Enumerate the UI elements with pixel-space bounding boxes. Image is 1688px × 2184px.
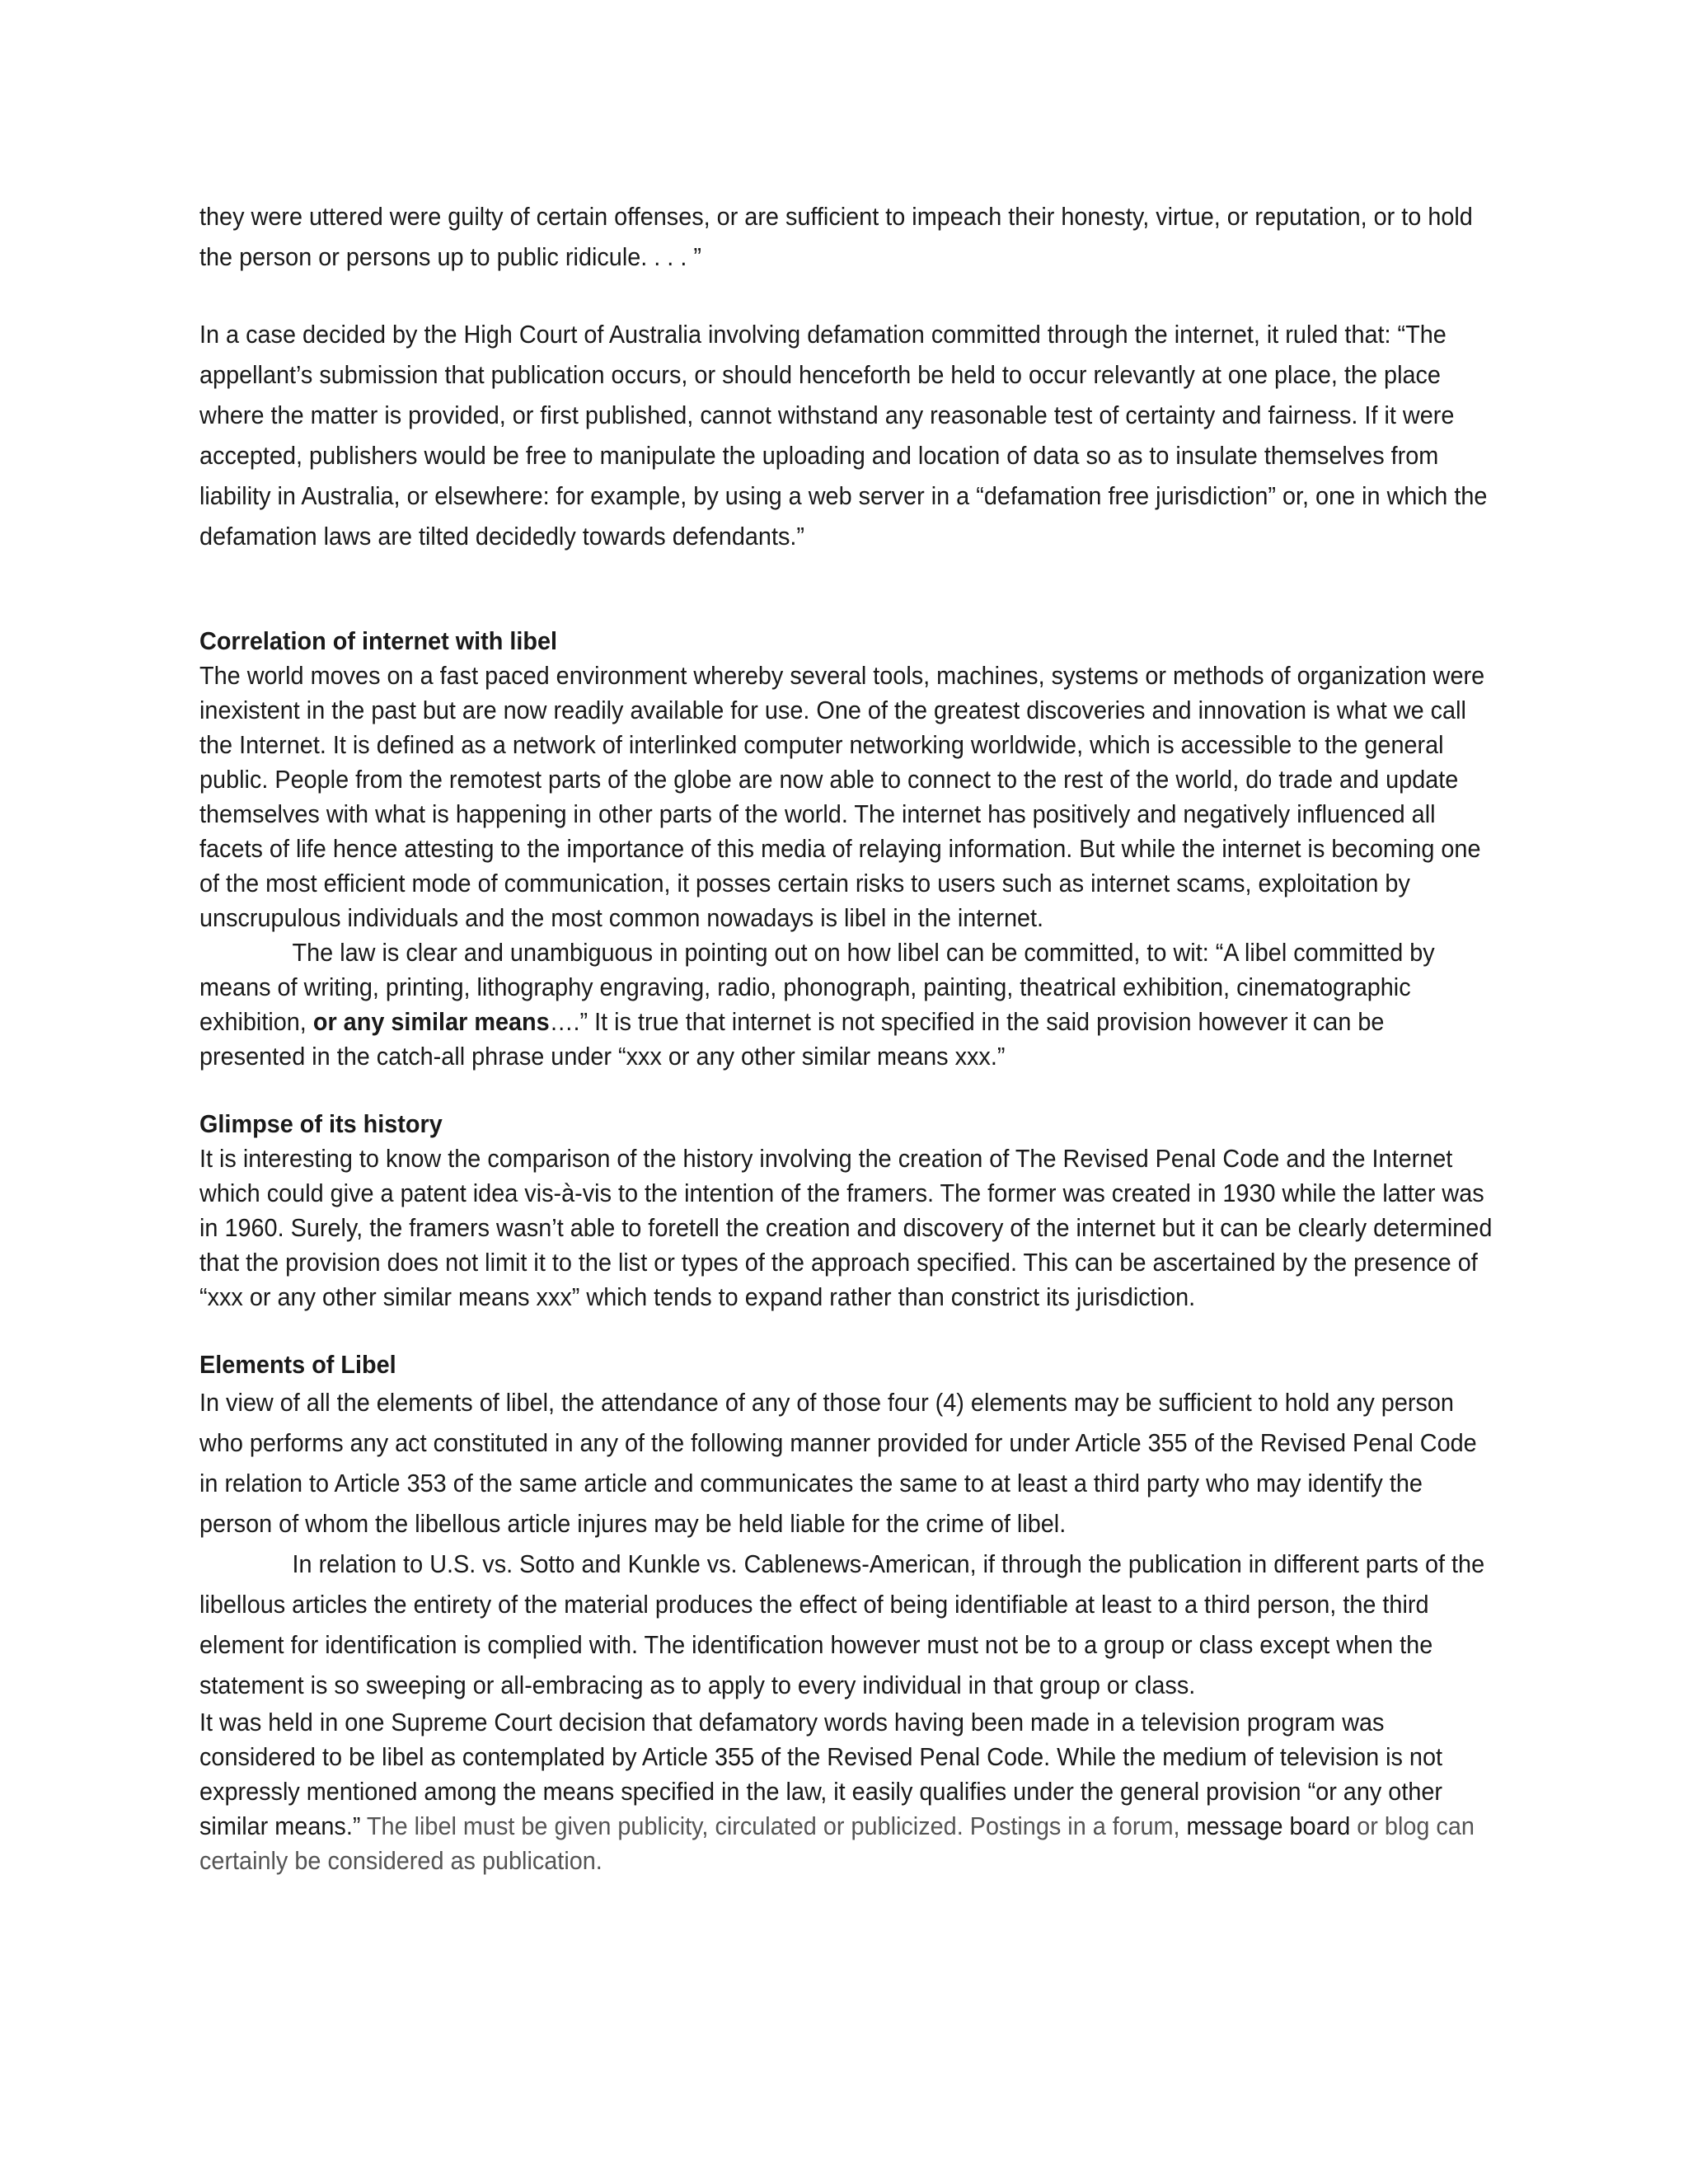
elements-paragraph-3 bbox=[199, 1705, 1493, 1878]
elements-p3-text-a: It was held in one Supreme Court decision that defamatory words having been made in a television program was considered to be libel as contemplated by Article 355 of the Revised Penal Code. While the medium of television is not expressly mentioned among the means specified in the law, it easily qualifies under the general provision “or any other similar means.” bbox=[199, 1708, 1443, 1840]
intro-australia-paragraph: In a case decided by the High Court of Australia involving defamation committed through the internet, it ruled that: “The appellant’s submission that publication occurs, or should henceforth be held to occur relevantly at one place, the place where the matter is provided, or first published, cannot withstand any reasonable test of certainty and fairness. If it were accepted, publishers would be free to manipulate the uploading and location of data so as to insulate themselves from liability in Australia, or elsewhere: for example, by using a web server in a “defamation free jurisdiction” or, one in which the defamation laws are tilted decidedly towards defendants.” bbox=[199, 320, 1488, 551]
correlation-p2-text-a: The law is clear and unambiguous in pointing out on how libel can be committed, to wit: “A libel committed by means of writing, printing, lithography engraving, radio, phonograph, painting, theatrical exhibition, cinematographic exhibition, bbox=[199, 938, 1435, 1036]
history-paragraph: It is interesting to know the comparison of the history involving the creation of The Revised Penal Code and the Internet which could give a patent idea vis-à-vis to the intention of the framers. The former was created in 1930 while the latter was in 1960. Surely, the framers wasn’t able to foretell the creation and discovery of the internet but it can be clearly determined that the provision does not limit it to the list or types of the approach specified. This can be ascertained by the presence of “xxx or any other similar means xxx” which tends to expand rather than constrict its jurisdiction. bbox=[199, 1144, 1493, 1311]
heading-correlation: Correlation of internet with libel bbox=[199, 626, 558, 655]
heading-history: Glimpse of its history bbox=[199, 1109, 443, 1138]
correlation-p2-text-b: ….” It is true that internet is not specified in the said provision however it can be presented in the catch-all phrase under “xxx or any other similar means xxx.” bbox=[199, 1007, 1385, 1071]
correlation-paragraph-2 bbox=[199, 935, 1493, 1074]
correlation-paragraph-1: The world moves on a fast paced environment whereby several tools, machines, systems or methods of organization were inexistent in the past but are now readily available for use. One of the greatest discoveries and innovation is what we call the Internet. It is defined as a network of interlinked computer networking worldwide, which is accessible to the general public. People from the remotest parts of the globe are now able to connect to the rest of the world, do trade and update themselves with what is happening in other parts of the world. The internet has positively and negatively influenced all facets of life hence attesting to the importance of this media of relaying information. But while the internet is becoming one of the most efficient mode of communication, it posses certain risks to users such as internet scams, exploitation by unscrupulous individuals and the most common nowadays is libel in the internet. bbox=[199, 661, 1485, 932]
elements-p3-grey-2: or blog can certainly be considered as publication. bbox=[199, 1811, 1475, 1875]
elements-p3-grey-1: The libel must be given publicity, circulated or publicized. Postings in a forum, bbox=[366, 1811, 1187, 1840]
heading-elements: Elements of Libel bbox=[199, 1350, 396, 1379]
correlation-p2-bold: or any similar means bbox=[312, 1007, 550, 1036]
elements-paragraph-1: In view of all the elements of libel, the attendance of any of those four (4) elements may be sufficient to hold any person who performs any act constituted in any of the following manner provided for under Article 355 of the Revised Penal Code in relation to Article 353 of the same article and communicates the same to at least a third party who may identify the person of whom the libellous article injures may be held liable for the crime of libel. bbox=[199, 1388, 1477, 1538]
elements-paragraph-2: In relation to U.S. vs. Sotto and Kunkle vs. Cablenews-American, if through the publication in different parts of the libellous articles the entirety of the material produces the effect of being identifiable at least to a third person, the third element for identification is complied with. The identification however must not be to a group or class except when the statement is so sweeping or all-embracing as to apply to every individual in that group or class. bbox=[199, 1549, 1485, 1699]
document-page bbox=[199, 196, 1493, 1878]
elements-p3-text-b: message board bbox=[1186, 1811, 1351, 1840]
intro-quote-continuation: they were uttered were guilty of certain offenses, or are sufficient to impeach their honesty, virtue, or reputation, or to hold the person or persons up to public ridicule. . . . ” bbox=[199, 202, 1473, 271]
